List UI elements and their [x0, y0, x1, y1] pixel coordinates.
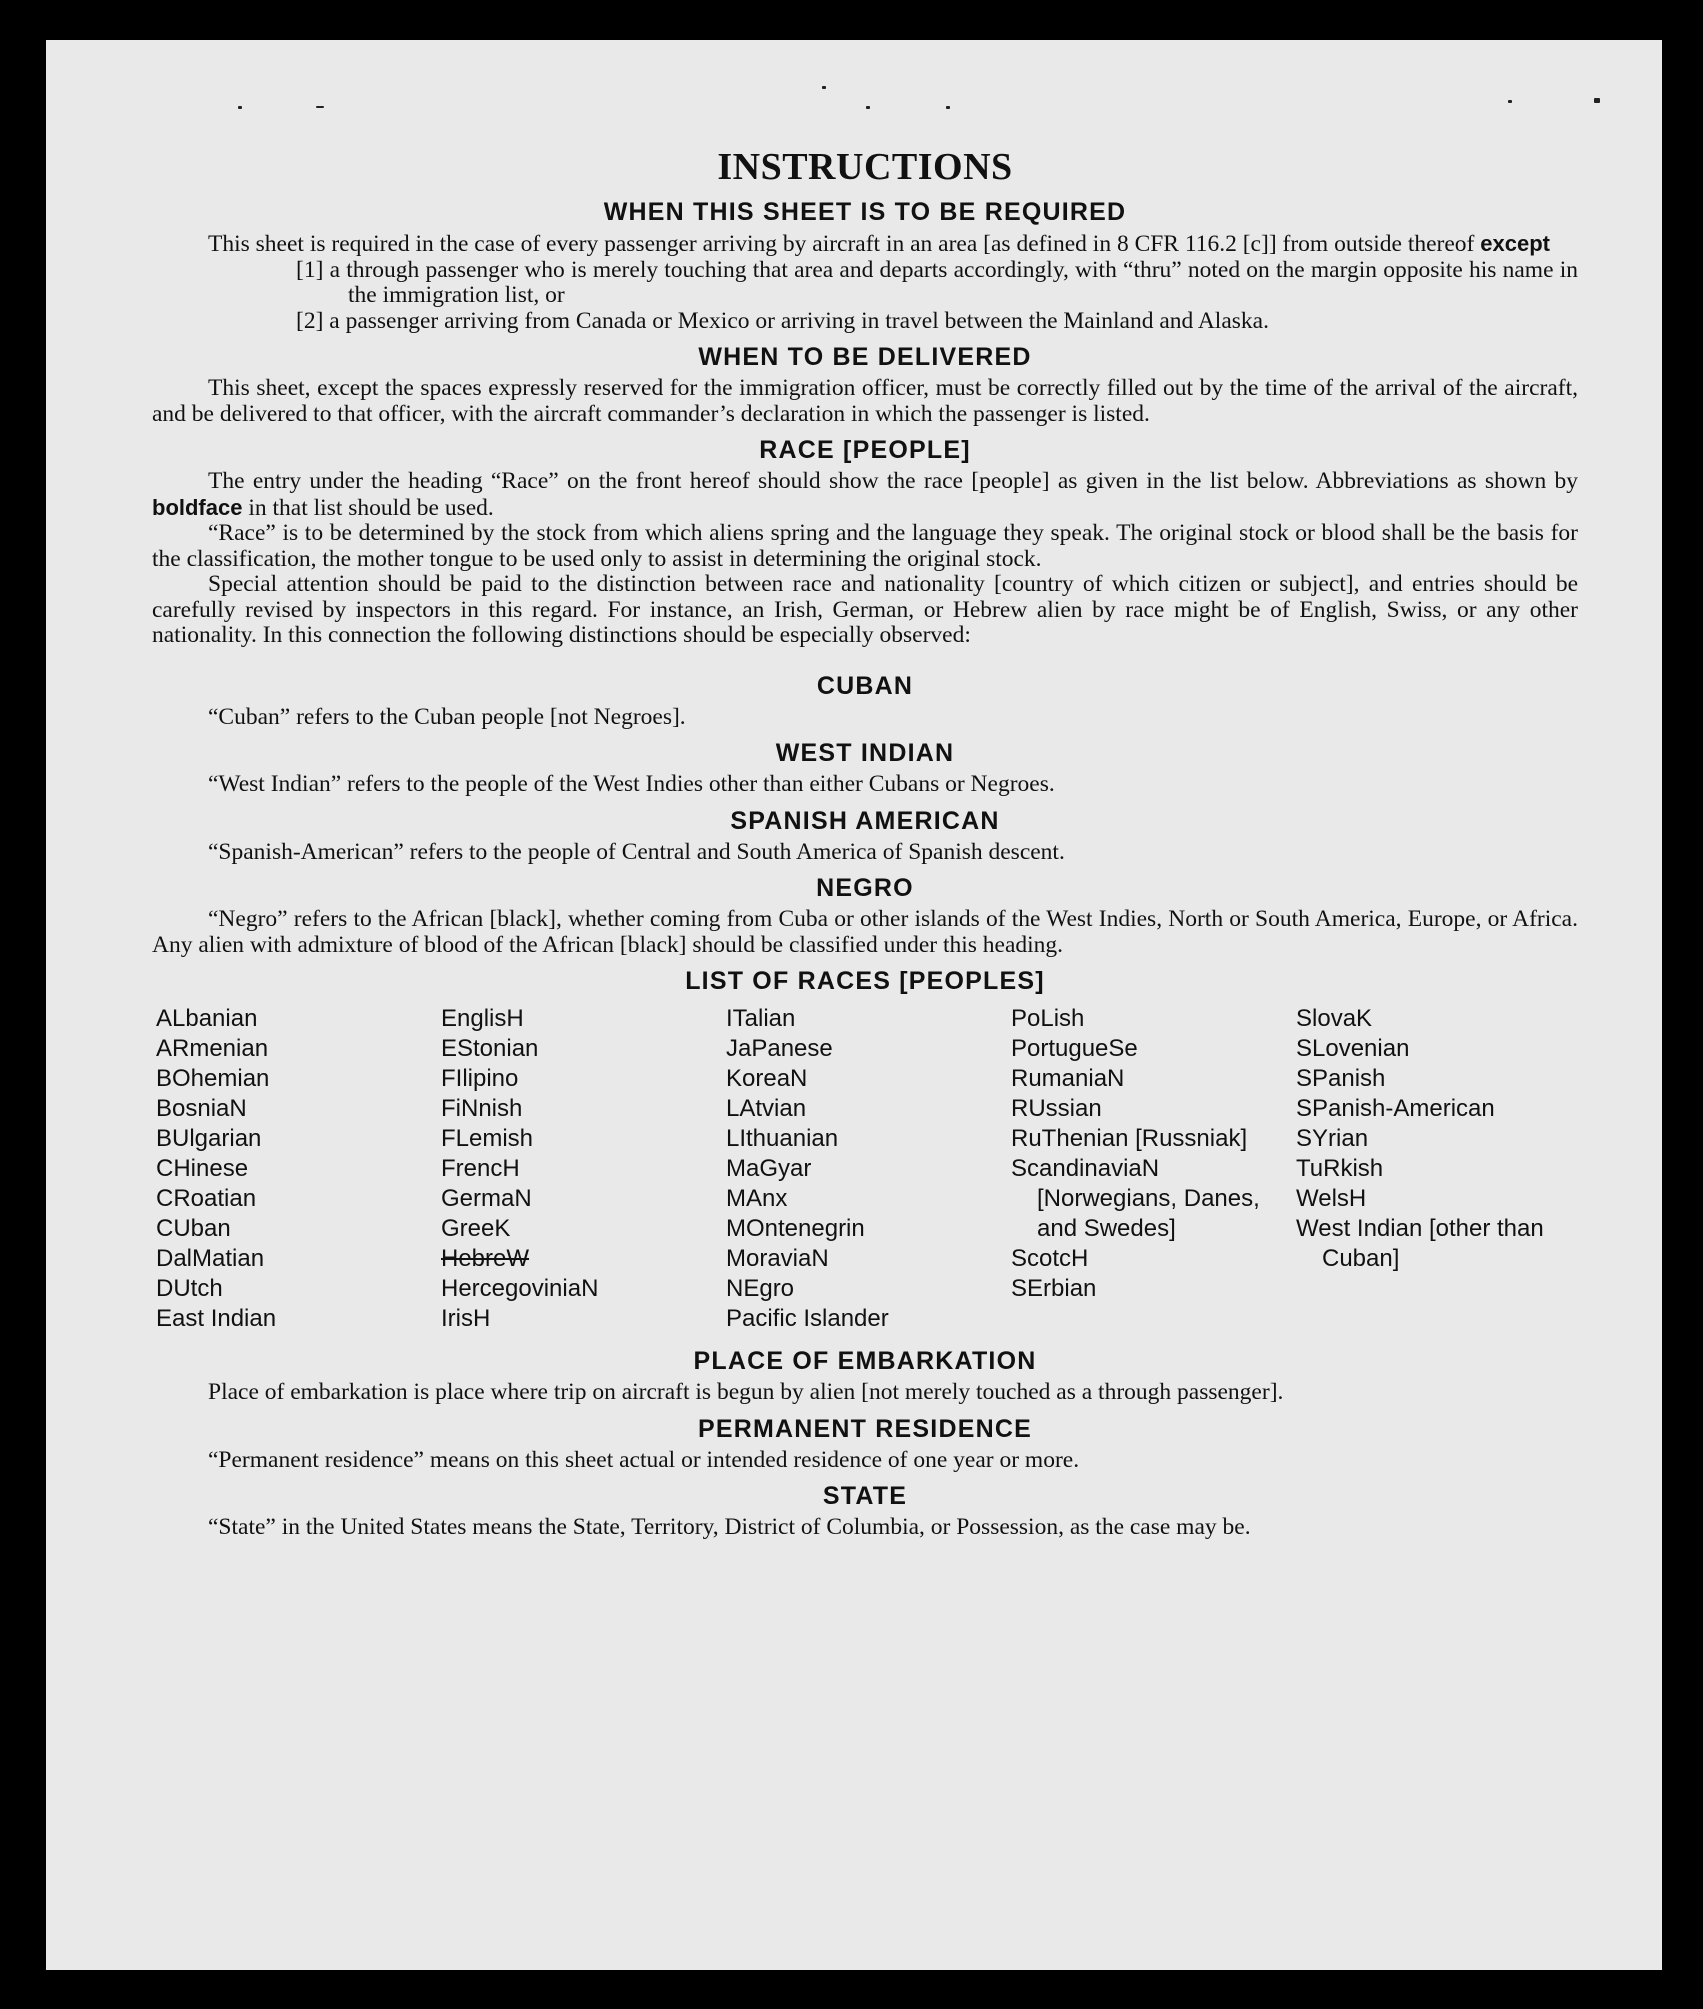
race-item: RUssian: [1011, 1095, 1102, 1122]
race-column-3: [726, 1004, 1008, 1334]
race-item: West Indian [other than Cuban]: [1296, 1215, 1544, 1272]
race-item: RumaniaN: [1011, 1065, 1125, 1092]
race-item: MaGyar: [726, 1155, 812, 1182]
section-required: [152, 193, 1578, 334]
race-item: BUlgarian: [156, 1125, 262, 1152]
required-except-word: except: [1480, 231, 1550, 256]
race-item: SPanish-American: [1296, 1095, 1495, 1122]
race-item: CUban: [156, 1215, 231, 1242]
race-item: FiNnish: [441, 1095, 523, 1122]
heading-west-indian: WEST INDIAN: [775, 739, 955, 767]
race-item: East Indian: [156, 1305, 277, 1332]
race-item: IrisH: [441, 1305, 491, 1332]
race-paragraph-3: Special attention should be paid to the distinction between race and nationality [country of which citizen or subject], and entries should be carefully revised by inspectors in this regard. For instance, an Irish, German, or Hebrew alien by race might be of English, Swiss, or any other nationality. In this connection the following distinctions should be especially observed:: [152, 571, 1578, 648]
race-item: EStonian: [441, 1035, 539, 1062]
section-cuban: [152, 667, 1578, 731]
race-item: PortugueSe: [1011, 1035, 1138, 1062]
race-item: ScotcH: [1011, 1245, 1089, 1272]
required-item-1: [1] a through passenger who is merely touching that area and departs accordingly, with “thru” noted on the margin opposite his name in the immigration list, or: [296, 256, 1578, 308]
race-item: RuThenian [Russniak]: [1011, 1125, 1248, 1152]
race-item: WelsH: [1296, 1185, 1367, 1212]
heading-delivered: WHEN TO BE DELIVERED: [698, 343, 1032, 371]
required-intro: [152, 231, 1578, 258]
section-delivered: [152, 338, 1578, 427]
section-state: [152, 1477, 1578, 1541]
residence-text: “Permanent residence” means on this sheet actual or intended residence of one year or more.: [208, 1446, 1080, 1473]
heading-cuban: CUBAN: [816, 671, 914, 700]
heading-required: WHEN THIS SHEET IS TO BE REQUIRED: [603, 198, 1127, 226]
race-item: HebreW: [441, 1245, 530, 1272]
race-item: DalMatian: [156, 1245, 265, 1272]
cuban-text: “Cuban” refers to the Cuban people [not Negroes].: [208, 703, 686, 730]
scan-specks: [46, 106, 1662, 116]
race-item: FrencH: [441, 1155, 520, 1182]
race-item: GermaN: [441, 1185, 532, 1212]
page-title: INSTRUCTIONS: [717, 146, 1013, 188]
race-item: BOhemian: [156, 1065, 270, 1092]
spanish-american-text: “Spanish-American” refers to the people of Central and South America of Spanish descent.: [208, 838, 1065, 865]
race-item: SLovenian: [1296, 1035, 1410, 1062]
required-item-2: [2] a passenger arriving from Canada or Mexico or arriving in travel between the Mainland and Alaska.: [296, 307, 1269, 334]
race-item: ARmenian: [156, 1035, 269, 1062]
race-item: MOntenegrin: [726, 1215, 865, 1242]
race-column-5: [1296, 1004, 1578, 1334]
race-item: NEgro: [726, 1275, 795, 1302]
race-item: PoLish: [1011, 1005, 1085, 1032]
race-item: HercegoviniaN: [441, 1275, 599, 1302]
delivered-text: This sheet, except the spaces expressly reserved for the immigration officer, must be correctly filled out by the time of the arrival of the aircraft, and be delivered to that officer, with the aircraft commander’s declaration in which the passenger is listed.: [152, 375, 1578, 427]
heading-embarkation: PLACE OF EMBARKATION: [693, 1347, 1037, 1375]
race-item: SPanish: [1296, 1065, 1386, 1092]
heading-negro: NEGRO: [816, 874, 914, 902]
required-intro-text: This sheet is required in the case of every passenger arriving by aircraft in an area [as defined in 8 CFR 116.2 [c]] from outside thereof: [208, 231, 1475, 257]
section-negro: [152, 869, 1578, 958]
race-item: FLemish: [441, 1125, 534, 1152]
race-item: FIlipino: [441, 1065, 519, 1092]
west-indian-text: “West Indian” refers to the people of the West Indies other than either Cubans or Negroes.: [208, 771, 1055, 797]
race-p1-end: in that list should be used.: [248, 494, 494, 521]
heading-race-list: LIST OF RACES [PEOPLES]: [685, 967, 1045, 995]
race-item: DUtch: [156, 1275, 223, 1302]
instruction-sheet: [46, 40, 1662, 1970]
race-item: BosniaN: [156, 1095, 247, 1122]
race-paragraph-1: [152, 469, 1578, 521]
race-item: SErbian: [1011, 1275, 1097, 1302]
race-p1-boldface: boldface: [152, 494, 243, 520]
race-item: MAnx: [726, 1185, 788, 1212]
race-item: SlovaK: [1296, 1005, 1373, 1032]
heading-residence: PERMANENT RESIDENCE: [698, 1414, 1032, 1443]
section-west-indian: [152, 734, 1578, 798]
race-item: LAtvian: [726, 1095, 807, 1122]
race-item: ITalian: [726, 1005, 796, 1032]
race-column-2: [441, 1004, 723, 1334]
race-column-4: [1011, 1004, 1293, 1334]
state-text: “State” in the United States means the State, Territory, District of Columbia, or Possession, as the case may be.: [208, 1514, 1251, 1540]
heading-race: RACE [PEOPLE]: [759, 436, 971, 464]
heading-state: STATE: [822, 1482, 908, 1510]
race-item: CHinese: [156, 1155, 249, 1182]
section-race: [152, 431, 1578, 649]
race-item: MoraviaN: [726, 1245, 829, 1272]
heading-spanish-american: SPANISH AMERICAN: [730, 806, 1000, 835]
race-paragraph-2: “Race” is to be determined by the stock from which aliens spring and the language they speak. The original stock or blood shall be the basis for the classification, the mother tongue to be used only to assist in determining the original stock.: [152, 520, 1578, 572]
race-item: KoreaN: [726, 1065, 808, 1092]
race-list: [156, 1004, 1578, 1334]
race-item: JaPanese: [726, 1035, 833, 1062]
race-item: ALbanian: [156, 1005, 258, 1032]
race-column-1: [156, 1004, 438, 1334]
race-item: Pacific Islander: [726, 1305, 889, 1332]
race-item: SYrian: [1296, 1125, 1369, 1152]
section-spanish-american: [152, 802, 1578, 866]
race-item: TuRkish: [1296, 1155, 1384, 1182]
race-p1-start: The entry under the heading “Race” on the front hereof should show the race [people] as given in the list below. Abbreviations as shown by: [208, 468, 1578, 494]
section-race-list: [152, 962, 1578, 1334]
section-residence: [152, 1410, 1578, 1474]
section-embarkation: [152, 1342, 1578, 1406]
race-item: GreeK: [441, 1215, 511, 1242]
race-item: ScandinaviaN [Norwegians, Danes, and Swedes]: [1011, 1155, 1260, 1242]
embarkation-text: Place of embarkation is place where trip on aircraft is begun by alien [not merely touched as a through passenger].: [208, 1379, 1284, 1405]
race-item: LIthuanian: [726, 1125, 839, 1152]
race-item: CRoatian: [156, 1185, 257, 1212]
negro-text: “Negro” refers to the African [black], whether coming from Cuba or other islands of the West Indies, North or South America, Europe, or Africa. Any alien with admixture of blood of the African [black] should be classified under this heading.: [152, 906, 1578, 958]
race-item: EnglisH: [441, 1005, 524, 1032]
